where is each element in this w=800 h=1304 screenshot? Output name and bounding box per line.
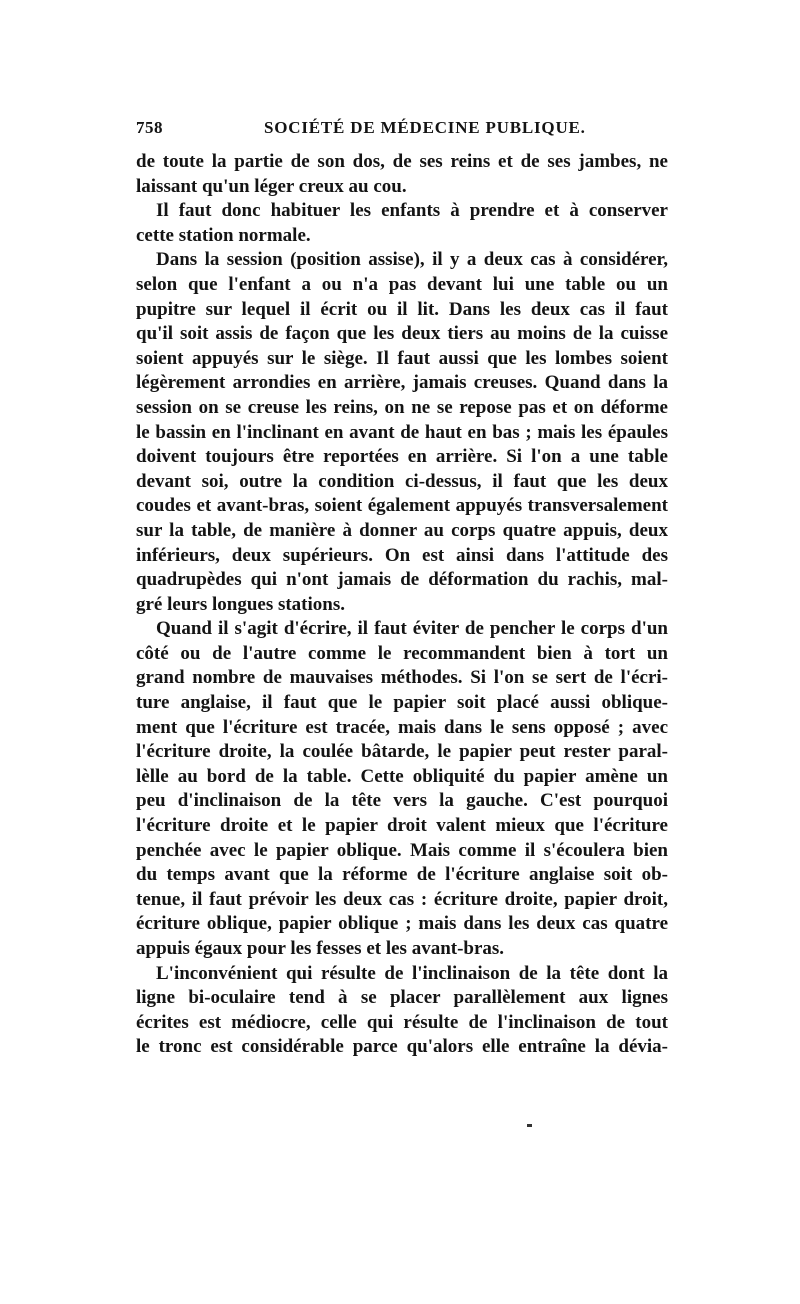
text-line: gré leurs longues stations. <box>136 593 345 615</box>
text-line: laissant qu'un léger creux au cou. <box>136 175 407 197</box>
text-line: ligne bi-oculaire tend à se placer parallèlement aux lignes <box>136 987 668 1009</box>
text-line: penchée avec le papier oblique. Mais comme il s'écoulera bien <box>136 839 668 861</box>
text-line: peu d'inclinaison de la tête vers la gauche. C'est pourquoi <box>136 790 668 812</box>
text-line: pupitre sur lequel il écrit ou il lit. Dans les deux cas il faut <box>136 298 668 320</box>
page-header <box>136 118 668 142</box>
text-line: appuis égaux pour les fesses et les avant-bras. <box>136 938 505 959</box>
paragraph-first-line: Quand il s'agit d'écrire, il faut éviter de pencher le corps d'un <box>156 618 668 640</box>
text-line: inférieurs, deux supérieurs. On est ainsi dans l'attitude des <box>136 544 668 566</box>
text-line: l'écriture droite et le papier droit valent mieux que l'écriture <box>136 815 668 837</box>
text-line: devant soi, outre la condition ci-dessus, il faut que les deux <box>136 470 668 492</box>
text-line: sur la table, de manière à donner au corps quatre appuis, deux <box>136 519 668 541</box>
text-line: le tronc est considérable parce qu'alors elle entraîne la dévia- <box>136 1036 668 1058</box>
paragraph-first-line: L'inconvénient qui résulte de l'inclinaison de la tête dont la <box>156 962 668 984</box>
text-line: doivent toujours être reportées en arrière. Si l'on a une table <box>136 446 668 468</box>
ink-speck <box>527 1124 532 1127</box>
text-line: du temps avant que la réforme de l'écriture anglaise soit ob- <box>136 864 668 886</box>
text-line: écrites est médiocre, celle qui résulte de l'inclinaison de tout <box>136 1011 668 1033</box>
text-line: coudes et avant-bras, soient également appuyés transversalement <box>136 495 668 517</box>
text-line: qu'il soit assis de façon que les deux tiers au moins de la cuisse <box>136 323 668 345</box>
body-text <box>136 150 668 1060</box>
text-line: session on se creuse les reins, on ne se repose pas et on déforme <box>136 396 668 418</box>
text-line: cette station normale. <box>136 224 311 246</box>
text-line: de toute la partie de son dos, de ses reins et de ses jambes, ne <box>136 151 668 172</box>
text-line: écriture oblique, papier oblique ; mais dans les deux cas quatre <box>136 913 668 935</box>
paragraph-first-line: Dans la session (position assise), il y a deux cas à considérer, <box>156 249 668 271</box>
text-line: ment que l'écriture est tracée, mais dans le sens opposé ; avec <box>136 716 668 738</box>
text-line: côté ou de l'autre comme le recommandent bien à tort un <box>136 642 668 664</box>
text-line: soient appuyés sur le siège. Il faut aussi que les lombes soient <box>136 347 668 369</box>
running-title: SOCIÉTÉ DE MÉDECINE PUBLIQUE. <box>264 118 586 137</box>
text-line: ture anglaise, il faut que le papier soit placé aussi oblique- <box>136 692 668 714</box>
text-line: selon que l'enfant a ou n'a pas devant lui une table ou un <box>136 273 668 295</box>
page-number: 758 <box>136 118 163 137</box>
text-line: l'écriture droite, la coulée bâtarde, le papier peut rester paral- <box>136 741 668 763</box>
text-line: le bassin en l'inclinant en avant de haut en bas ; mais les épaules <box>136 421 668 443</box>
text-line: grand nombre de mauvaises méthodes. Si l'on se sert de l'écri- <box>136 667 668 689</box>
text-line: quadrupèdes qui n'ont jamais de déformation du rachis, mal- <box>136 569 668 591</box>
text-line: légèrement arrondies en arrière, jamais creuses. Quand dans la <box>136 372 668 394</box>
text-line: tenue, il faut prévoir les deux cas : écriture droite, papier droit, <box>136 888 668 910</box>
text-line: lèlle au bord de la table. Cette obliquité du papier amène un <box>136 765 668 787</box>
paragraph-first-line: Il faut donc habituer les enfants à prendre et à conserver <box>156 200 668 222</box>
